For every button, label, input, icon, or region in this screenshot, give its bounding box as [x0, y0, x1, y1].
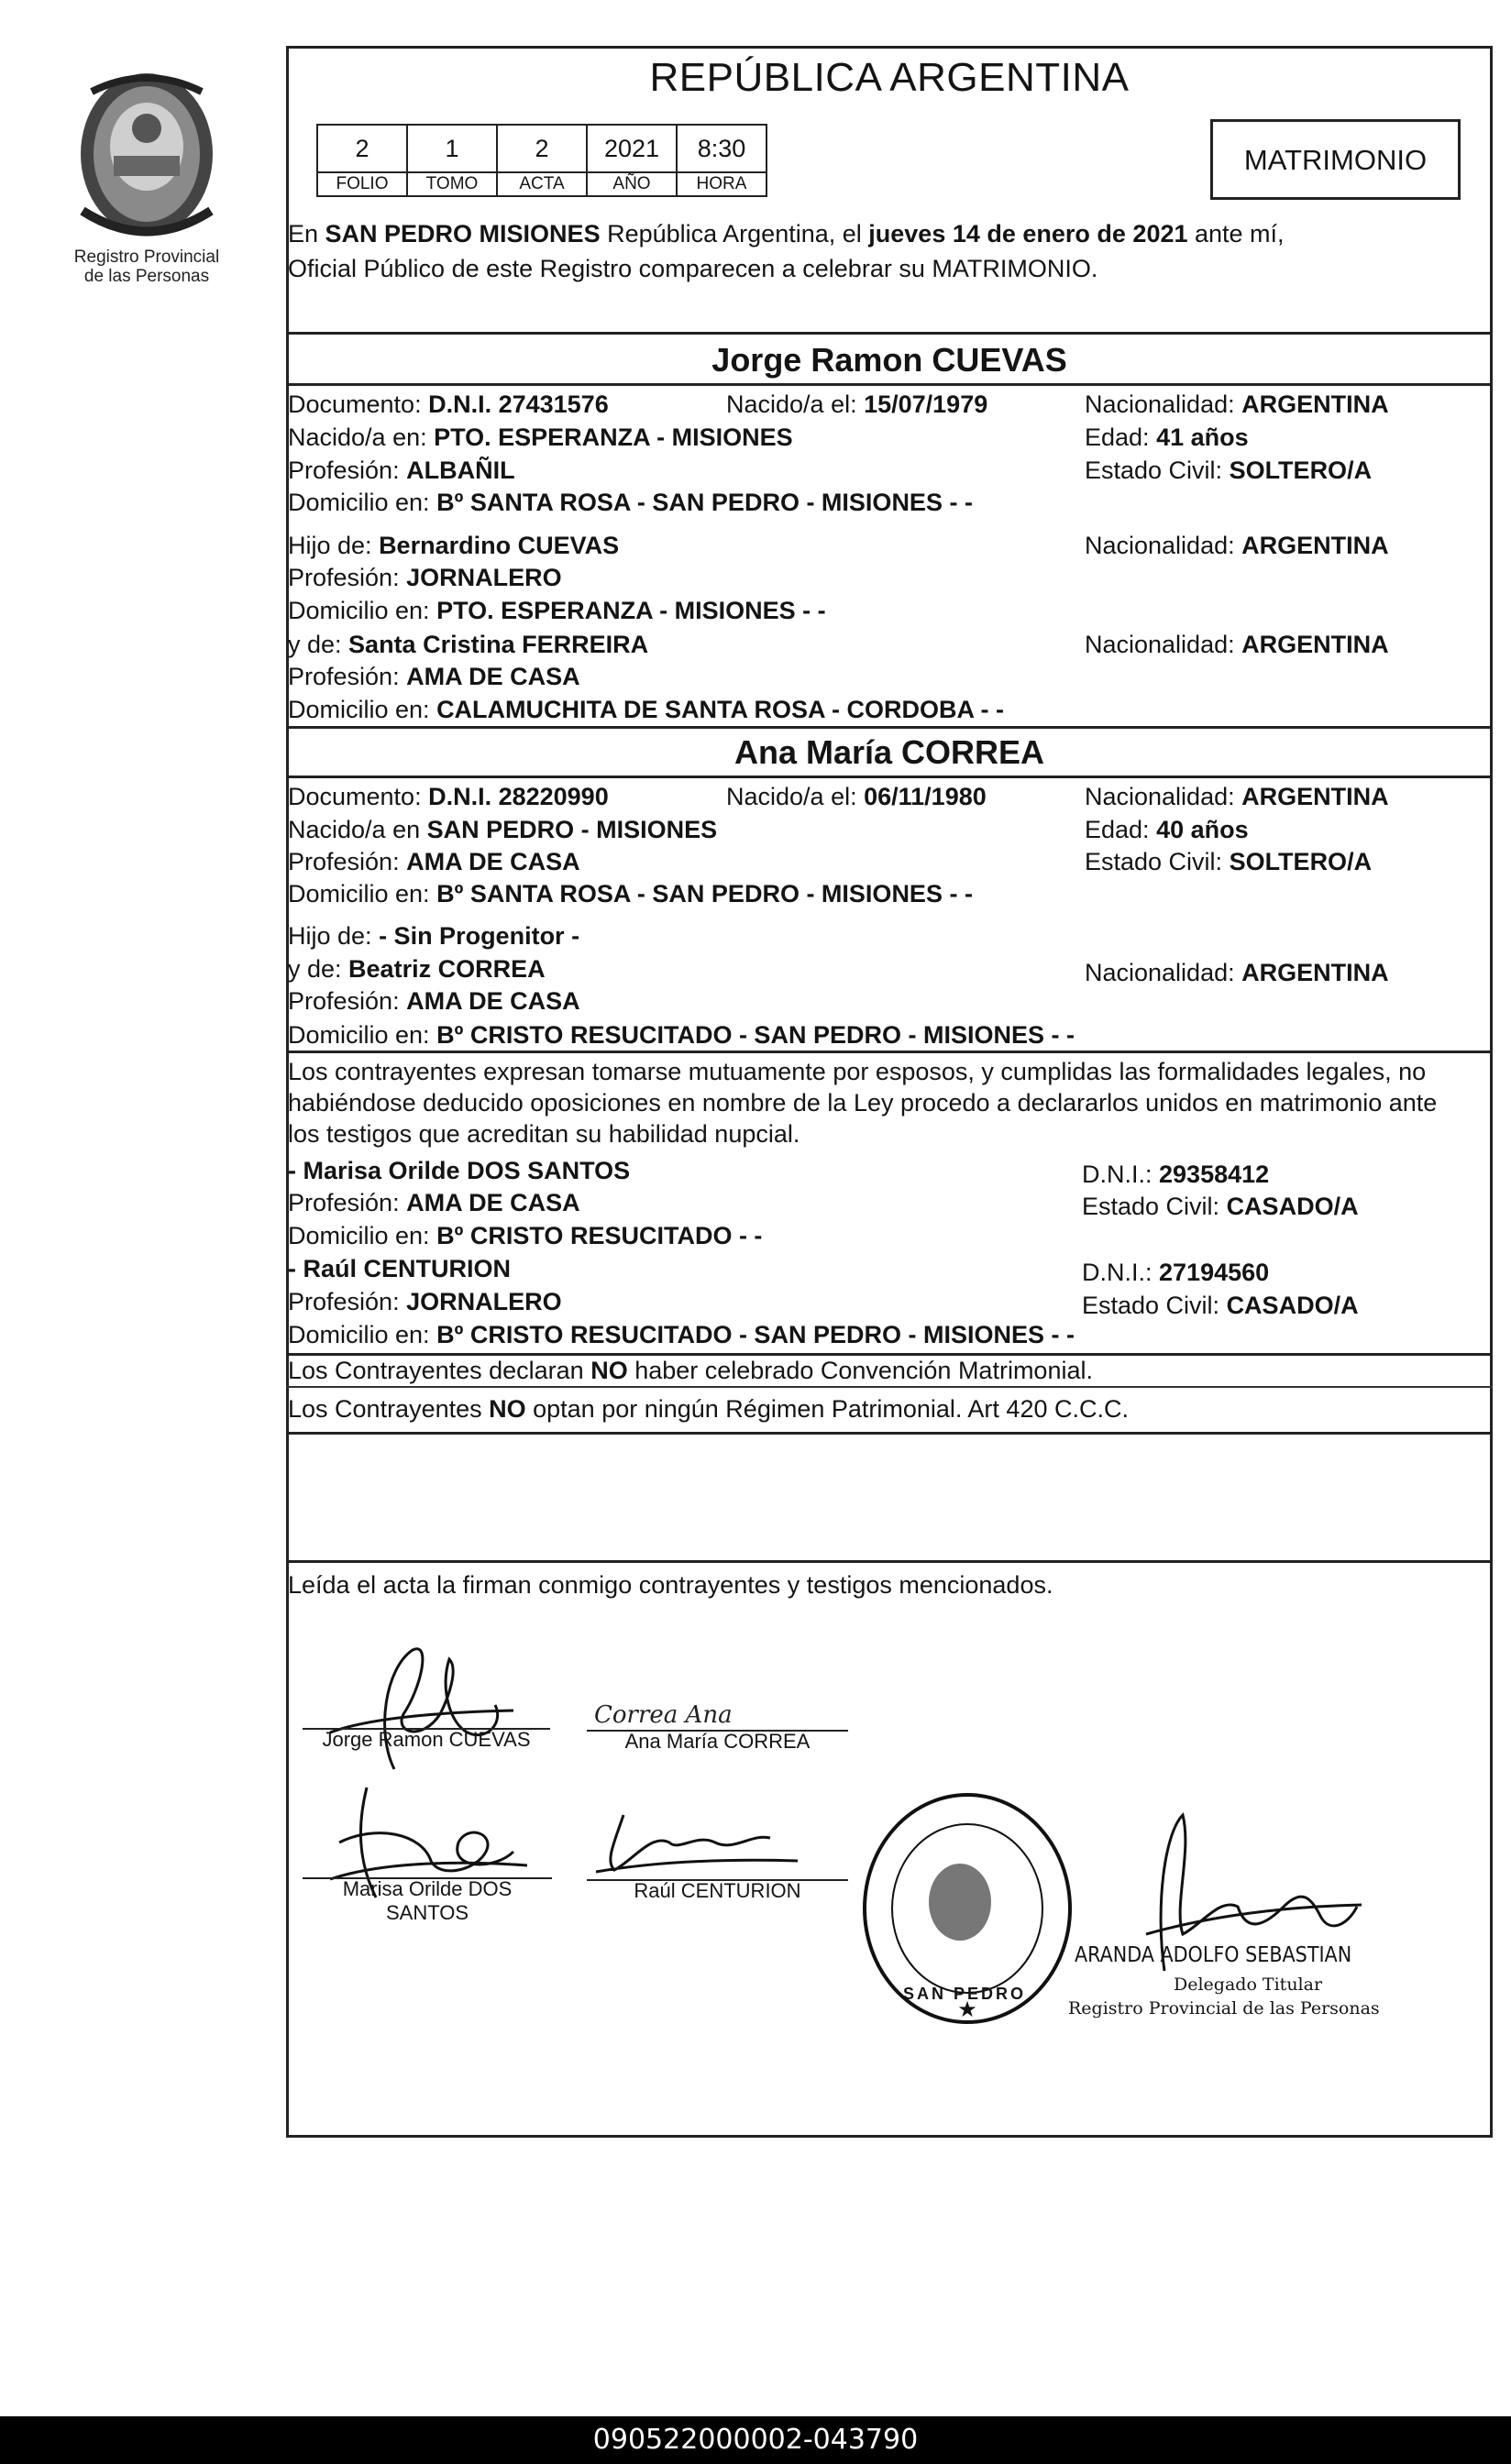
spouse1-mother-address: Domicilio en: CALAMUCHITA DE SANTA ROSA - CORDOBA - -: [288, 696, 1005, 723]
stamp-center-text: SAN PEDRO: [903, 1985, 1027, 2003]
signature-caption-1: Jorge Ramon CUEVAS: [322, 1728, 531, 1751]
acta-label: ACTA: [497, 172, 587, 196]
folio-value: 2: [317, 125, 407, 172]
spouse1-mother-nationality: Nacionalidad: ARGENTINA: [1085, 631, 1389, 658]
province-seal-icon: [55, 64, 238, 248]
spouse2-birthdate: Nacido/a el: 06/11/1980: [726, 783, 987, 810]
spouse2-age: Edad: 40 años: [1085, 816, 1249, 843]
divider: [286, 776, 1493, 778]
witness2-profession: Profesión: JORNALERO: [288, 1288, 562, 1315]
official-name: ARANDA ADOLFO SEBASTIAN: [1075, 1943, 1352, 1967]
tomo-value: 1: [407, 125, 497, 172]
spouse1-address: Domicilio en: Bº SANTA ROSA - SAN PEDRO - MISIONES - -: [288, 489, 973, 516]
divider: [286, 1386, 1493, 1388]
witness1-profession: Profesión: AMA DE CASA: [288, 1189, 580, 1216]
spouse1-father: Hijo de: Bernardino CUEVAS: [288, 532, 620, 559]
hora-label: HORA: [677, 172, 767, 196]
regime-line-2: Los Contrayentes NO optan por ningún Régimen Patrimonial. Art 420 C.C.C.: [288, 1395, 1129, 1423]
divider: [286, 383, 1493, 386]
spouse2-mother-address: Domicilio en: Bº CRISTO RESUCITADO - SAN PEDRO - MISIONES - -: [288, 1021, 1075, 1049]
signature-caption-3a: Marisa Orilde DOS: [342, 1877, 513, 1900]
witness1-civil-status: Estado Civil: CASADO/A: [1082, 1193, 1359, 1220]
declaration-line-1: Los contrayentes expresan tomarse mutuamente por esposos, y cumplidas las formalidades legales, no: [288, 1058, 1427, 1085]
spouse1-birthplace: Nacido/a en: PTO. ESPERANZA - MISIONES: [288, 424, 793, 451]
spouse2-profession: Profesión: AMA DE CASA: [288, 848, 580, 875]
signature-raul-icon: [587, 1806, 807, 1879]
declaration-line-3: los testigos que acreditan su habilidad nupcial.: [288, 1120, 800, 1148]
divider: [286, 332, 1493, 335]
witness2-name: - Raúl CENTURION: [288, 1255, 511, 1282]
hora-value: 8:30: [677, 125, 767, 172]
declaration-line-2: habiéndose deducido oposiciones en nombre de la Ley procedo a declararlos unidos en matrimonio ante: [288, 1089, 1438, 1116]
intro-line-1: En SAN PEDRO MISIONES República Argentina, el jueves 14 de enero de 2021 ante mí,: [288, 220, 1285, 248]
spouse1-father-address: Domicilio en: PTO. ESPERANZA - MISIONES - -: [288, 597, 826, 624]
spouse1-age: Edad: 41 años: [1085, 424, 1249, 451]
spouse2-document: Documento: D.N.I. 28220990: [288, 783, 609, 810]
acta-value: 2: [497, 125, 587, 172]
witness1-dni: D.N.I.: 29358412: [1082, 1160, 1270, 1188]
regime-line-1: Los Contrayentes declaran NO haber celebrado Convención Matrimonial.: [288, 1357, 1093, 1384]
spouse1-birthdate: Nacido/a el: 15/07/1979: [726, 390, 988, 418]
official-org: Registro Provincial de las Personas: [1068, 1998, 1380, 2018]
spouse1-father-profession: Profesión: JORNALERO: [288, 564, 562, 591]
witness2-address: Domicilio en: Bº CRISTO RESUCITADO - SAN PEDRO - MISIONES - -: [288, 1321, 1075, 1348]
anio-value: 2021: [587, 125, 677, 172]
record-type-box: MATRIMONIO: [1210, 119, 1461, 200]
spouse1-father-nationality: Nacionalidad: ARGENTINA: [1085, 532, 1389, 559]
tomo-label: TOMO: [407, 172, 497, 196]
spouse1-civil-status: Estado Civil: SOLTERO/A: [1085, 456, 1373, 484]
spouse1-name: Jorge Ramon CUEVAS: [711, 341, 1067, 379]
signature-caption-2: Ana María CORREA: [624, 1730, 811, 1753]
spouse2-name: Ana María CORREA: [733, 733, 1045, 771]
spouse2-nationality: Nacionalidad: ARGENTINA: [1085, 783, 1389, 810]
divider: [286, 1050, 1493, 1053]
signature-caption-4: Raúl CENTURION: [634, 1879, 801, 1902]
spouse2-mother-nationality: Nacionalidad: ARGENTINA: [1085, 959, 1389, 986]
spouse1-mother-profession: Profesión: AMA DE CASA: [288, 663, 580, 690]
signature-caption-3b: SANTOS: [385, 1901, 469, 1924]
spouse2-address: Domicilio en: Bº SANTA ROSA - SAN PEDRO - MISIONES - -: [288, 880, 973, 908]
registry-logo: [55, 64, 238, 302]
witness1-address: Domicilio en: Bº CRISTO RESUCITADO - -: [288, 1222, 763, 1249]
witness1-name: - Marisa Orilde DOS SANTOS: [288, 1157, 631, 1184]
spouse1-document: Documento: D.N.I. 27431576: [288, 390, 609, 418]
logo-caption-line1: Registro Provincial: [73, 248, 220, 267]
divider: [286, 726, 1493, 729]
official-role: Delegado Titular: [1174, 1974, 1323, 1995]
signature-ana-text: Correa Ana: [594, 1701, 733, 1729]
spouse1-nationality: Nacionalidad: ARGENTINA: [1085, 390, 1389, 418]
logo-caption-line2: de las Personas: [83, 267, 210, 286]
closing-text: Leída el acta la firman conmigo contrayentes y testigos mencionados.: [288, 1571, 1053, 1599]
spouse2-mother: y de: Beatriz CORREA: [288, 955, 546, 983]
spouse2-father: Hijo de: - Sin Progenitor -: [288, 922, 580, 950]
intro-line-2: Oficial Público de este Registro comparecen a celebrar su MATRIMONIO.: [288, 255, 1098, 282]
document-title: REPÚBLICA ARGENTINA: [649, 55, 1130, 100]
svg-text:★: ★: [957, 1997, 977, 2022]
divider: [286, 1560, 1493, 1563]
spouse2-mother-profession: Profesión: AMA DE CASA: [288, 987, 580, 1015]
spouse2-civil-status: Estado Civil: SOLTERO/A: [1085, 848, 1373, 875]
witness2-civil-status: Estado Civil: CASADO/A: [1082, 1292, 1359, 1319]
signature-jorge-icon: [312, 1632, 523, 1788]
spouse1-mother: y de: Santa Cristina FERREIRA: [288, 631, 649, 658]
registry-data-table: [316, 124, 767, 197]
document-code-bar: 090522000002-043790: [0, 2416, 1511, 2464]
spouse2-birthplace: Nacido/a en SAN PEDRO - MISIONES: [288, 816, 718, 843]
witness2-dni: D.N.I.: 27194560: [1082, 1259, 1270, 1286]
divider: [286, 1432, 1493, 1435]
folio-label: FOLIO: [317, 172, 407, 196]
spouse1-profession: Profesión: ALBAÑIL: [288, 456, 515, 484]
anio-label: AÑO: [587, 172, 677, 196]
